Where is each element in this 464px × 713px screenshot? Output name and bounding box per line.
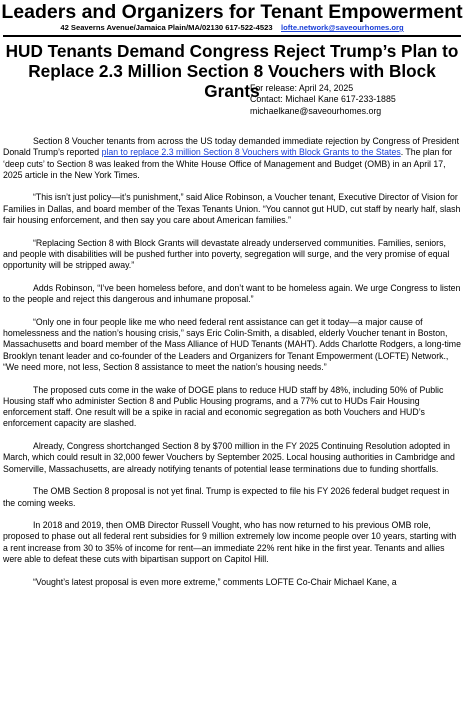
release-contact-email: michaelkane@saveourhomes.org bbox=[250, 105, 382, 116]
paragraph-6: The proposed cuts come in the wake of DOGE plans to reduce HUD staff by 48%, including 50% of Public Housing staff who administer Section 8 and Public Housing programs, and a 77% cut to HUDs Fair Housing enforcement staff. One result will be a spike in racial and economic segregation as both Vouchers and HUD’s enforcement capacity are slashed. bbox=[3, 384, 444, 429]
org-name: Leaders and Organizers for Tenant Empowerment bbox=[1, 1, 463, 23]
org-email-link[interactable]: lofte.network@saveourhomes.org bbox=[281, 23, 404, 32]
paragraph-4: Adds Robinson, “I’ve been homeless before, and don’t want to be homeless again. We urge Congress to listen to the people and reject this dangerous and inhumane proposal.” bbox=[3, 282, 461, 305]
paragraph-9: In 2018 and 2019, then OMB Director Russell Vought, who has now returned to his previous OMB role, proposed to phase out all federal rent subsidies for 9 million extremely low income people over 10 years, starting with a rent increase from 30 to 35% of income for rent—an immediate 22% rent hike in the first year. Tenants and allies were able to defeat these cuts with bipartisan support on Capitol Hill. bbox=[3, 520, 457, 564]
paragraph-3: “Replacing Section 8 with Block Grants will devastate already underserved communities. Families, seniors, and people with disabilities will be pushed further into poverty, segregation will surge, and the very promise of equal opportunity will be stripped away.” bbox=[3, 237, 450, 271]
release-date: For release: April 24, 2025 bbox=[250, 83, 354, 93]
block-grants-link[interactable]: plan to replace 2.3 million Section 8 Vouchers with Block Grants to the States bbox=[101, 147, 401, 158]
release-contact: Contact: Michael Kane 617-233-1885 bbox=[250, 94, 396, 105]
paragraph-1 bbox=[3, 136, 461, 181]
paragraph-8: The OMB Section 8 proposal is not yet final. Trump is expected to file his FY 2026 federal budget request in the coming weeks. bbox=[3, 486, 450, 508]
org-address-line bbox=[0, 23, 464, 32]
paragraph-5: “Only one in four people like me who need federal rent assistance can get it today—a major cause of homelessness and the nation’s housing crisis,” says Eric Colin-Smith, a disabled, elderly Voucher tenant in Boston, Massachusetts and board member of the Mass Alliance of HUD Tenants (MAHT). Adds Charlotte Rodgers, a long-time Brooklyn tenant leader and co-founder of the Leaders and Organizers for Tenant Empowerment (LOFTE) Network., “We need more, not less, Section 8 assistance to meet the nation’s housing needs.” bbox=[3, 316, 461, 372]
release-info bbox=[250, 83, 396, 117]
headline: HUD Tenants Demand Congress Reject Trump’s Plan to Replace 2.3 Million Section 8 Vouchers with Block Grants bbox=[5, 41, 459, 101]
article-body bbox=[3, 136, 461, 599]
org-address: 42 Seaverns Avenue/Jamaica Plain/MA/02130 617-522-4523 bbox=[60, 23, 273, 32]
header-rule bbox=[3, 35, 461, 37]
paragraph-7: Already, Congress shortchanged Section 8 by $700 million in the FY 2025 Continuing Resolution adopted in March, which could result in 32,000 fewer Vouchers by September 2025. Local housing authorities in Cambridge and Somerville, Massachusetts, are already notifying tenants of potential lease terminations due to funding shortfalls. bbox=[3, 441, 455, 474]
paragraph-10: “Vought’s latest proposal is even more extreme,” comments LOFTE Co-Chair Michael Kane, a bbox=[33, 576, 397, 587]
paragraph-2: “This isn’t just policy—it’s punishment,” said Alice Robinson, a Voucher tenant, Executive Director of Vision for Families in Dallas, and board member of the Texas Tenants Union. “You cannot gut HUD, cut staff by nearly half, slash fair housing enforcement, and then say you care about American families.” bbox=[3, 192, 461, 226]
paragraph-1-text-a: Section 8 Voucher tenants from across the US today demanded immediate rejection by Congress of President Donald Trump’s reported bbox=[3, 136, 460, 158]
paragraph-1-text-b: . The plan for ‘deep cuts’ to Section 8 was leaked from the White House Office of Management and Budget (OMB) in an April 17, 2025 article in the New York Times. bbox=[3, 147, 453, 180]
